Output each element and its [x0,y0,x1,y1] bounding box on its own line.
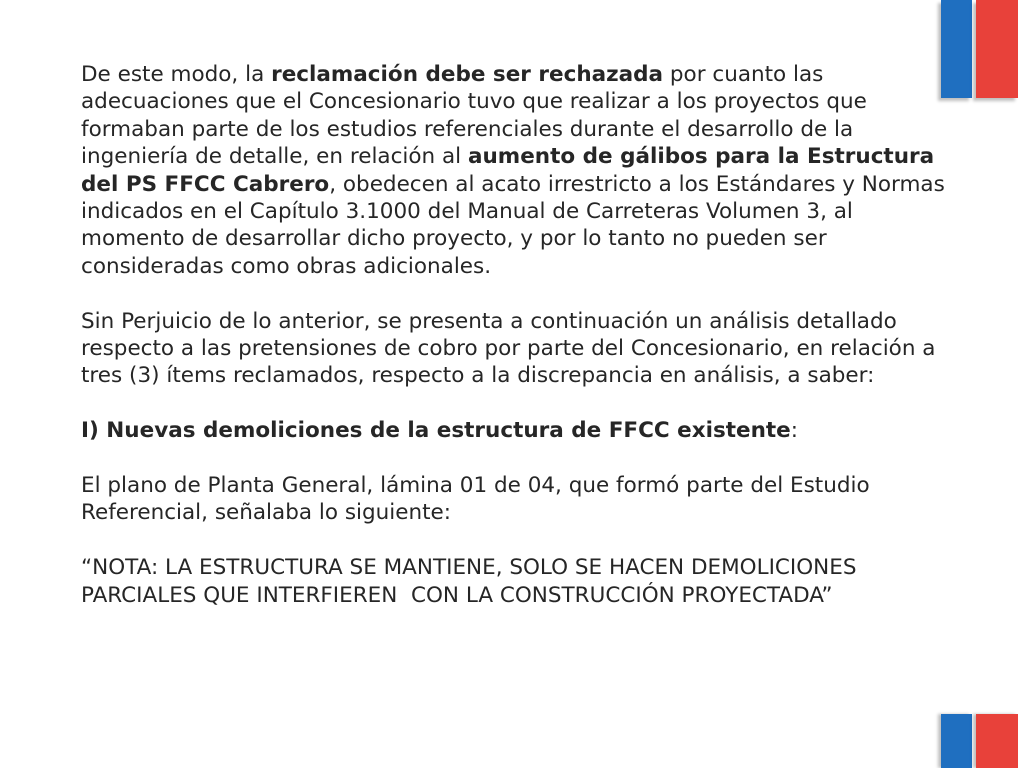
section-heading-colon: : [790,418,799,444]
slide-body [81,61,951,636]
flag-red-stripe [976,0,1018,98]
flag-blue-stripe [941,714,972,768]
paragraph-plan-reference: El plano de Planta General, lámina 01 de 04, que formó parte del Estudio Referencial, señalaba lo siguiente: [81,473,870,526]
section-heading [81,417,951,444]
paragraph-text: por cuanto las adecuaciones que el Concesionario tuvo que realizar a los proyectos que formaban parte de los estudios referenciales durante el desarrollo de la ingeniería de detalle, en relación al [81,62,867,170]
flag-red-stripe [976,714,1018,768]
flag-decoration-top [941,0,1018,98]
paragraph-text: , obedecen al acato irrestricto a los Estándares y Normas indicados en el Capítulo 3.1000 del Manual de Carreteras Volumen 3, al momento de desarrollar dicho proyecto, y por lo tanto no pueden ser consideradas como obras adicionales. [81,171,945,279]
quoted-note: “NOTA: LA ESTRUCTURA SE MANTIENE, SOLO SE HACEN DEMOLICIONES PARCIALES QUE INTERFIEREN CON LA CONSTRUCCIÓN PROYECTADA” [81,555,864,608]
section-heading-title: I) Nuevas demoliciones de la estructura de FFCC existente [81,418,791,444]
bold-phrase: aumento de gálibos para la Estructura del PS FFCC Cabrero [81,144,935,197]
bold-phrase: reclamación debe ser rechazada [271,62,664,87]
paragraph-text: De este modo, la [81,62,272,87]
flag-decoration-bottom [941,714,1018,768]
paragraph-analysis: Sin Perjuicio de lo anterior, se presenta a continuación un análisis detallado respecto a las pretensiones de cobro por parte del Concesionario, en relación a tres (3) ítems reclamados, respecto a la discrepancia en análisis, a saber: [81,308,936,389]
paragraph-rejection [81,61,951,280]
